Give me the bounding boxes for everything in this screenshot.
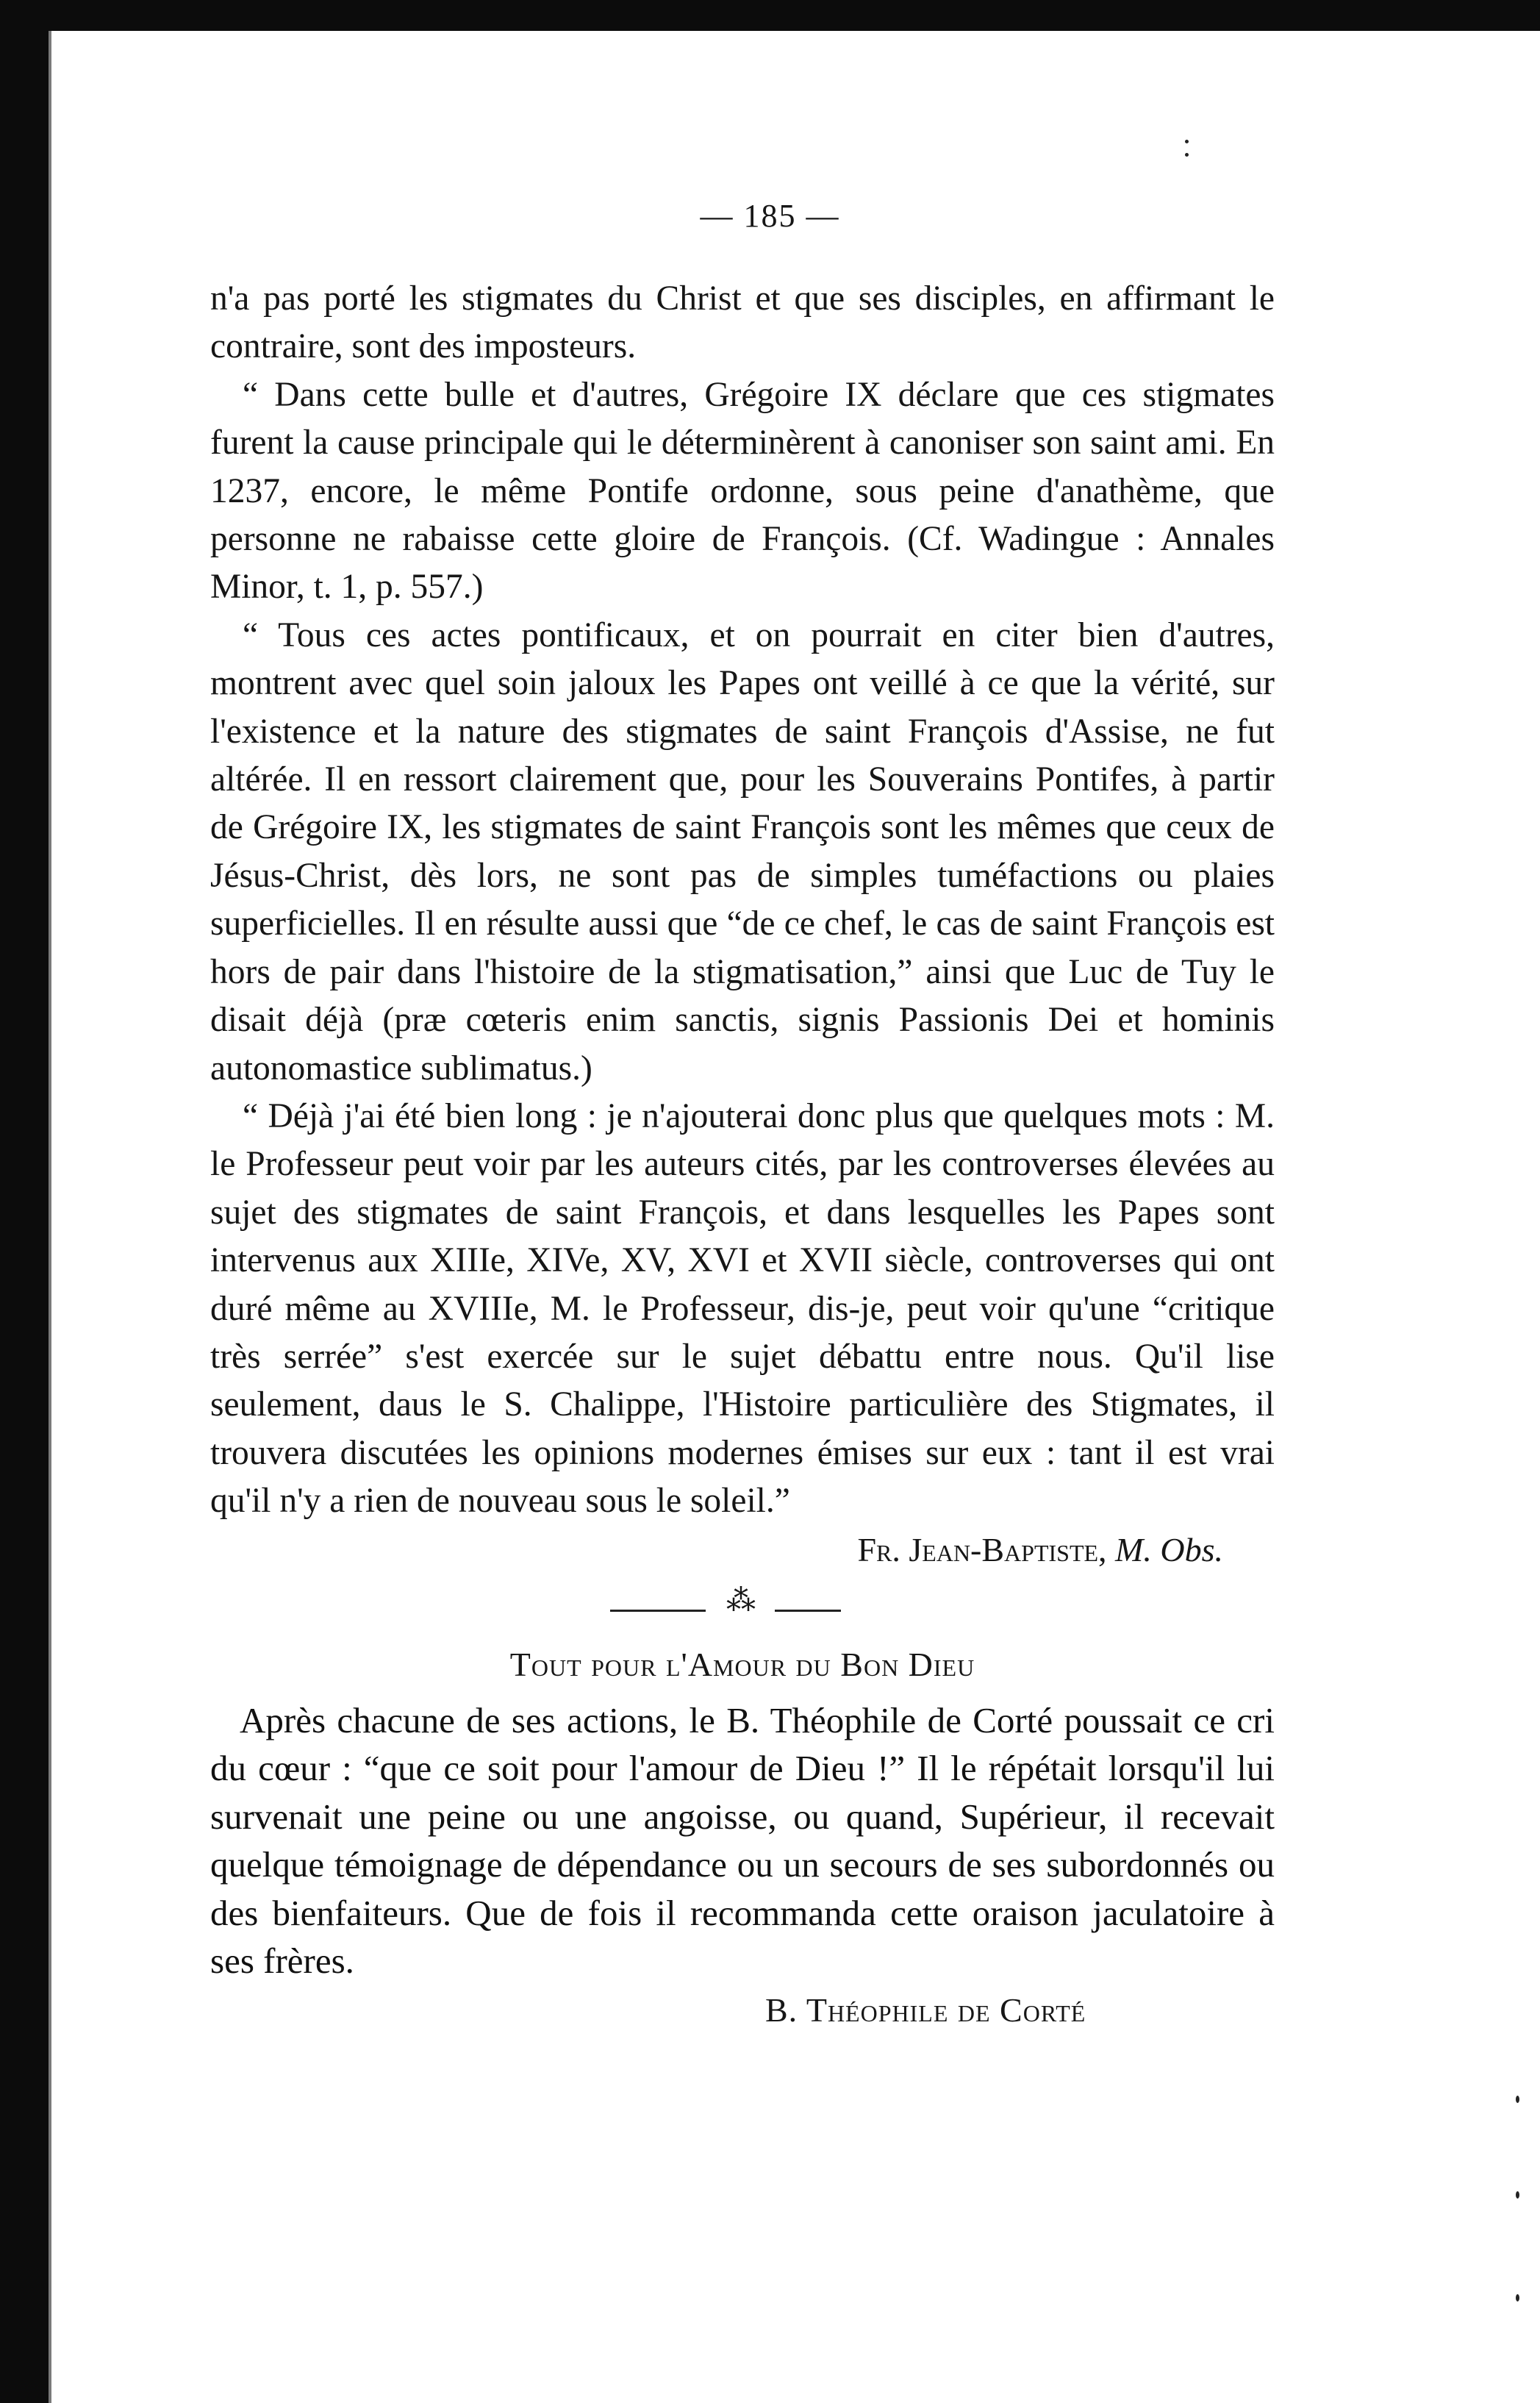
scan-left-border bbox=[0, 31, 49, 2403]
signature-name: Fr. Jean-Baptiste, bbox=[857, 1530, 1107, 1568]
scan-top-border bbox=[0, 0, 1540, 31]
divider-ornament: ⁂ bbox=[726, 1583, 756, 1617]
scan-speck bbox=[1516, 2294, 1519, 2302]
scan-left-edge bbox=[49, 31, 51, 2403]
article-paragraph-3: “ Tous ces actes pontificaux, et on pourrait en citer bien d'autres, montrent avec quel soin jaloux les Papes ont veillé à ce que la vérité, sur l'existence et la nature des stigmates de saint François d'Assise, ne fut altérée. Il en ressort clairement que, pour les Souverains Pontifes, à partir de Grégoire IX, les stigmates de saint François sont les mêmes que ceux de Jésus-Christ, dès lors, ne sont pas de simples tuméfactions ou plaies superficielles. Il en résulte aussi que “de ce chef, le cas de saint François est hors de pair dans l'histoire de la stigmatisation,” ainsi que Luc de Tuy le disait déjà (præ cœteris enim sanctis, signis Passionis Dei et hominis autonomastice sublimatus.) bbox=[210, 615, 1275, 1088]
article-paragraph-1: n'a pas porté les stigmates du Christ et que ses disciples, en affirmant le contraire, sont des imposteurs. bbox=[210, 279, 1275, 366]
scan-speck bbox=[1185, 153, 1189, 157]
section-paragraph: Après chacune de ses actions, le B. Théophile de Corté poussait ce cri du cœur : “que ce soit pour l'amour de Dieu !” Il le répétait lorsqu'il lui survenait une peine ou une angoisse, ou quand, Supérieur, il recevait quelque témoignage de dépendance ou un secours de ses subordonnés ou des bienfaiteurs. Que de fois il recommanda cette oraison jaculatoire à ses frères. bbox=[210, 1699, 1275, 1982]
article-paragraph-2: “ Dans cette bulle et d'autres, Grégoire IX déclare que ces stigmates furent la cause principale qui le déterminèrent à canoniser son saint ami. En 1237, encore, le même Pontife ordonne, sous peine d'anathème, que personne ne rabaisse cette gloire de François. (Cf. Wadingue : Annales Minor, t. 1, p. 557.) bbox=[210, 375, 1275, 607]
scan-speck bbox=[1185, 140, 1189, 143]
section-signature: B. Théophile de Corté bbox=[765, 1990, 1086, 2029]
scan-speck bbox=[1516, 2096, 1519, 2103]
divider-line-right bbox=[775, 1610, 841, 1612]
signature-order: M. Obs. bbox=[1115, 1530, 1223, 1568]
divider-line-left bbox=[610, 1610, 706, 1612]
text-column bbox=[210, 275, 1275, 2035]
section-title: Tout pour l'Amour du Bon Dieu bbox=[509, 1645, 975, 1683]
scan-speck bbox=[1516, 2191, 1519, 2199]
article-signature bbox=[210, 1526, 1275, 1574]
article-paragraph-4: “ Déjà j'ai été bien long : je n'ajouterai donc plus que quelques mots : M. le Professeur peut voir par les auteurs cités, par les controverses élevées au sujet des stigmates de saint François, et dans lesquelles les Papes sont intervenus aux XIIIe, XIVe, XV, XVI et XVII siècle, controverses qui ont duré même au XVIIIe, M. le Professeur, dis-je, peut voir qu'une “critique très serrée” s'est exercée sur le sujet débattu entre nous. Qu'il lise seulement, daus le S. Chalippe, l'Histoire particulière des Stigmates, il trouvera discutées les opinions modernes émises sur eux : tant il est vrai qu'il n'y a rien de nouveau sous le soleil.” bbox=[210, 1096, 1275, 1521]
section-divider bbox=[210, 1574, 1275, 1645]
page-number: — 185 — bbox=[700, 198, 840, 234]
